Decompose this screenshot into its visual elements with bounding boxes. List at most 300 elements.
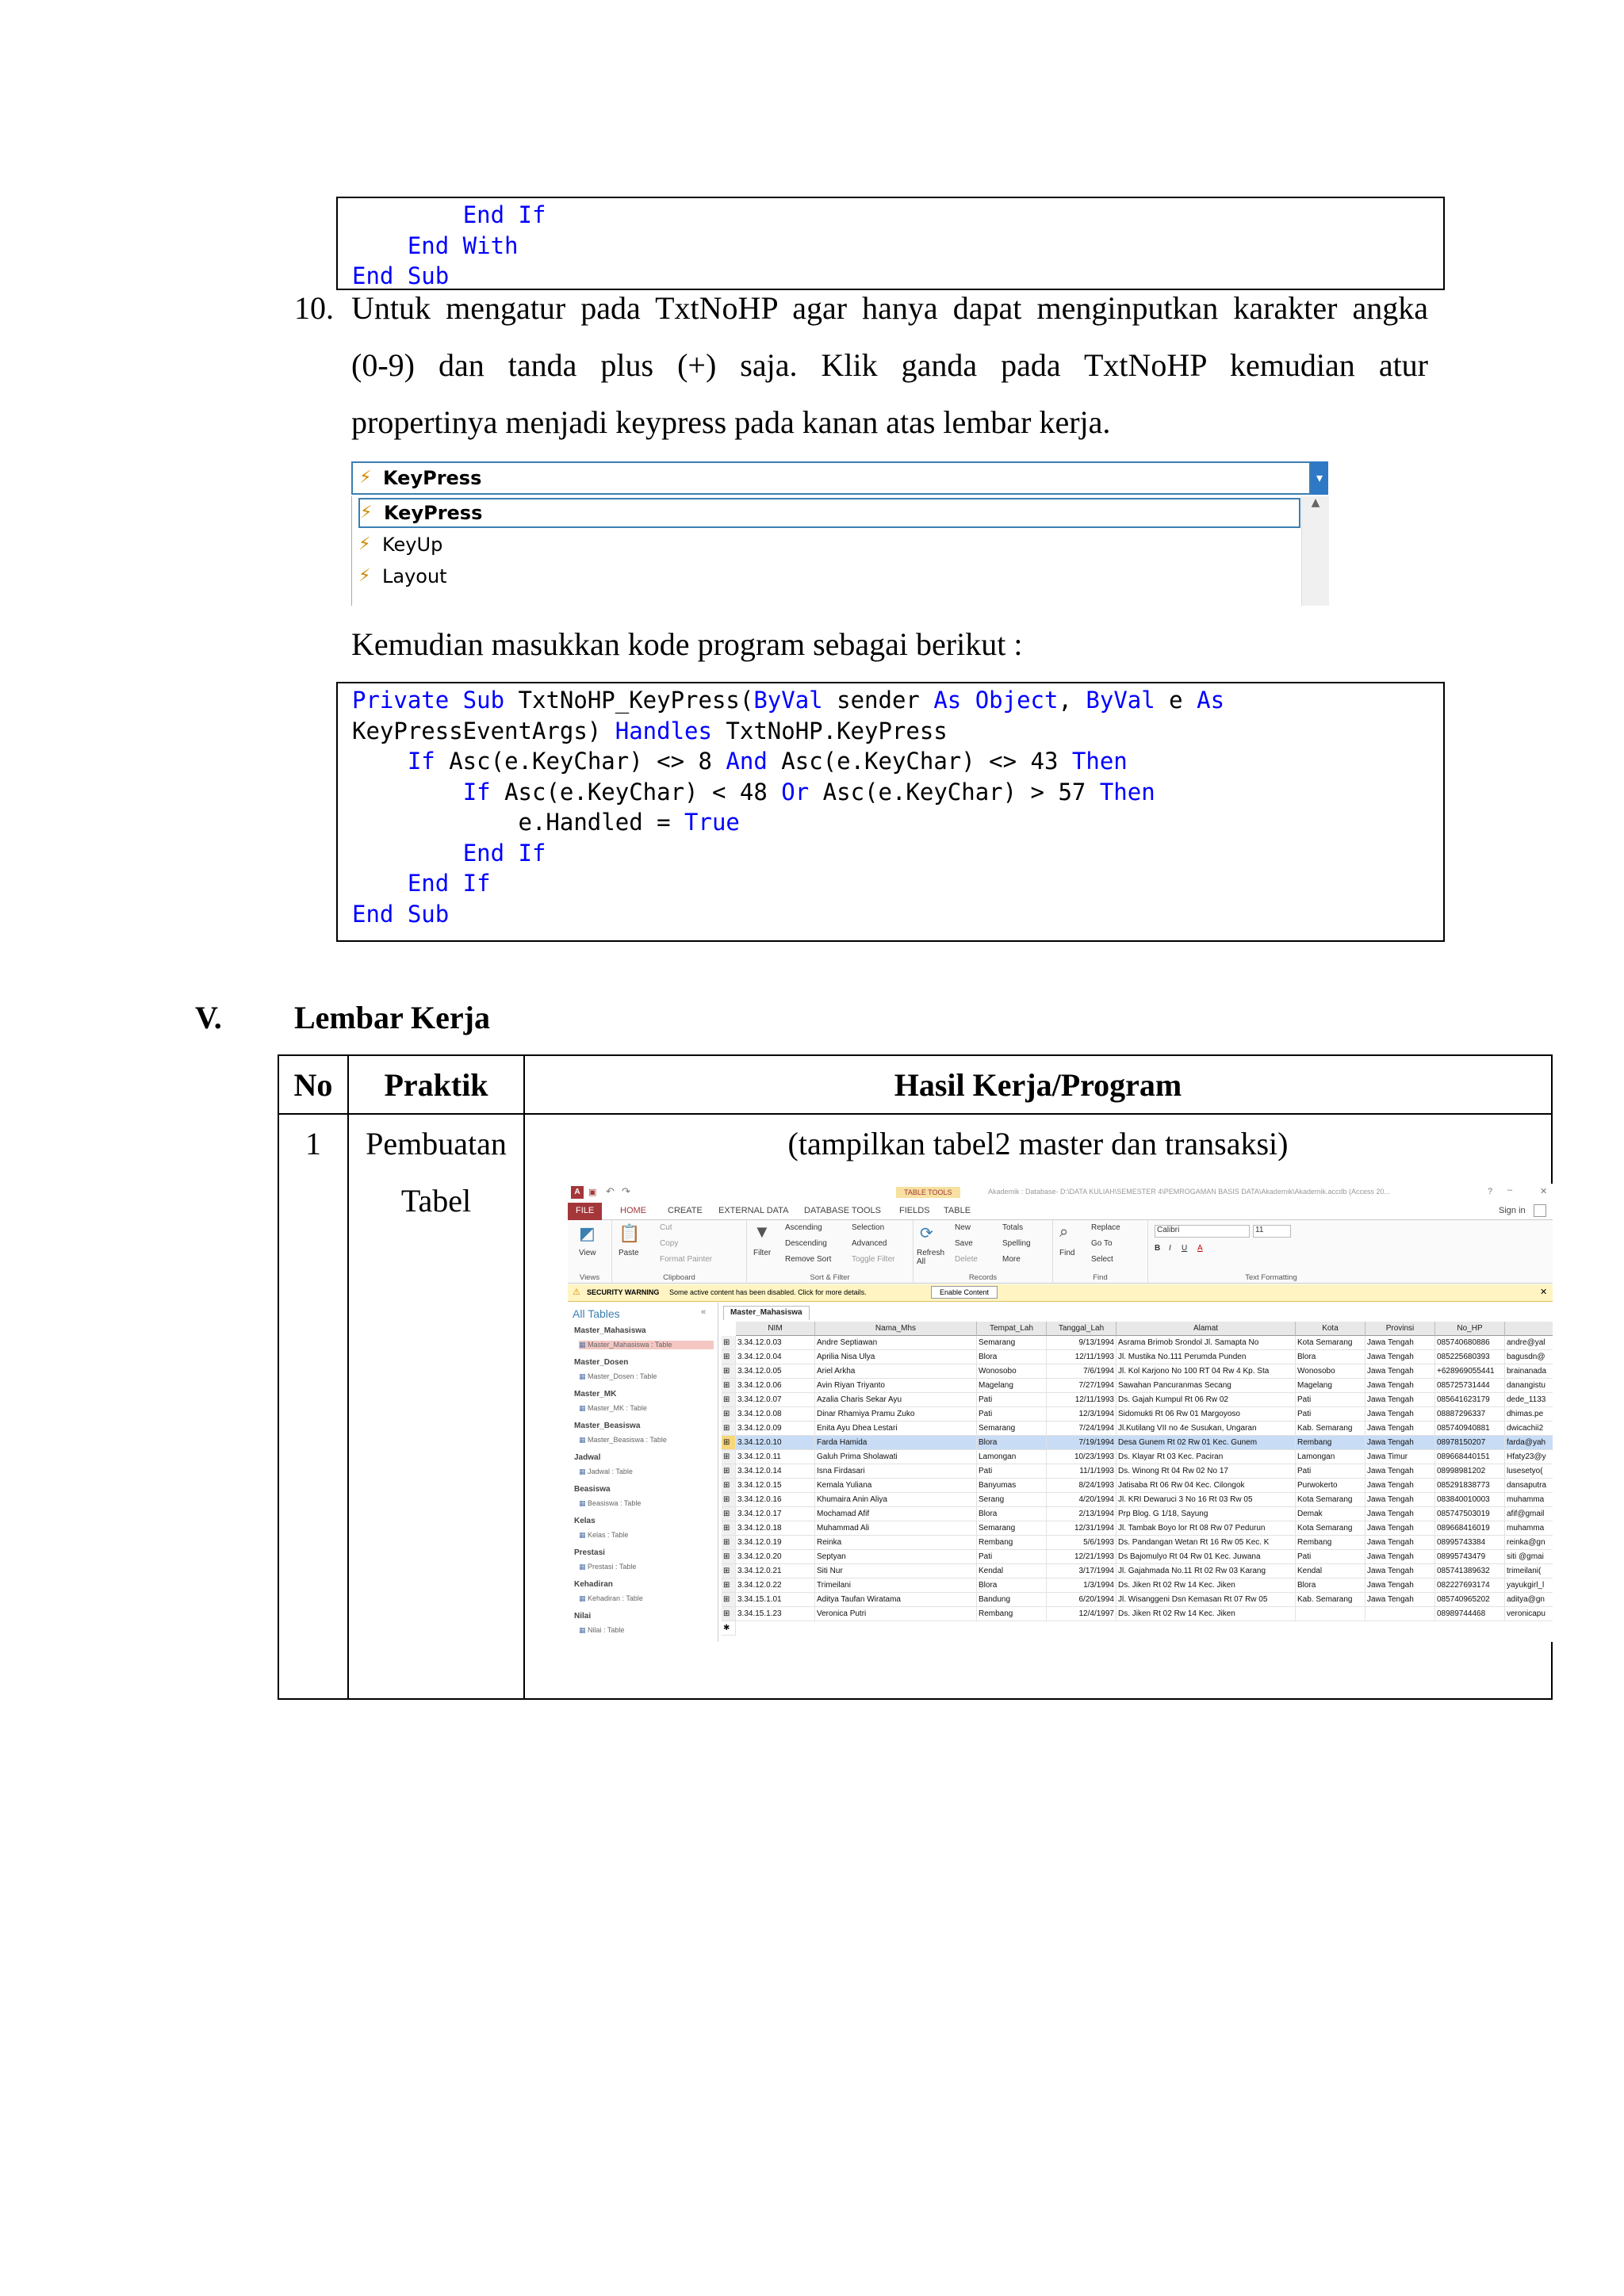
table-cell[interactable]: 4/20/1994	[1047, 1493, 1116, 1507]
nav-group[interactable]: Nilai	[574, 1612, 592, 1621]
table-cell[interactable]: 9/13/1994	[1047, 1336, 1116, 1350]
table-cell[interactable]: Prp Blog. G 1/18, Sayung	[1116, 1507, 1296, 1521]
table-cell[interactable]: Jawa Tengah	[1365, 1350, 1435, 1364]
table-cell[interactable]: Muhammad Ali	[815, 1521, 977, 1536]
table-cell[interactable]: 085747503019	[1435, 1507, 1505, 1521]
table-cell[interactable]: Desa Gunem Rt 02 Rw 01 Kec. Gunem	[1116, 1436, 1296, 1450]
table-cell[interactable]: 085740940881	[1435, 1422, 1505, 1436]
table-cell[interactable]: Jawa Tengah	[1365, 1564, 1435, 1578]
row-selector[interactable]: ⊞	[722, 1493, 736, 1507]
table-cell[interactable]: Ds. Jiken Rt 02 Rw 14 Kec. Jiken	[1116, 1578, 1296, 1593]
column-header[interactable]: Kota	[1296, 1322, 1365, 1336]
table-cell[interactable]: Sawahan Pancuranmas Secang	[1116, 1379, 1296, 1393]
table-cell[interactable]: Serang	[977, 1493, 1047, 1507]
table-cell[interactable]: Pati	[977, 1407, 1047, 1422]
table-cell[interactable]: Jawa Tengah	[1365, 1422, 1435, 1436]
code-line: End If	[407, 870, 491, 897]
nav-group[interactable]: Master_Dosen	[574, 1358, 629, 1367]
row-selector[interactable]: ⊞	[722, 1336, 736, 1350]
nav-group[interactable]: Jadwal	[574, 1453, 601, 1462]
column-header[interactable]: Tempat_Lah	[977, 1322, 1047, 1336]
redo-icon[interactable]: ↷	[622, 1185, 630, 1197]
cut-button[interactable]: Cut	[660, 1223, 672, 1232]
cell-hasil: (tampilkan tabel2 master dan transaksi)	[524, 1114, 1552, 1699]
sign-in-link[interactable]: Sign in	[1499, 1206, 1526, 1215]
row-selector[interactable]: ⊞	[722, 1464, 736, 1479]
table-cell[interactable]: Jl. Tambak Boyo lor Rt 08 Rw 07 Pedurun	[1116, 1521, 1296, 1536]
close-icon[interactable]: ✕	[1540, 1187, 1548, 1196]
nav-group[interactable]: Kelas	[574, 1517, 596, 1525]
toggle-filter-button[interactable]: Toggle Filter	[852, 1255, 895, 1264]
table-cell[interactable]: Blora	[977, 1507, 1047, 1521]
table-cell[interactable]: 3.34.12.0.22	[736, 1578, 815, 1593]
table-cell[interactable]: Jawa Tengah	[1365, 1521, 1435, 1536]
event-option-layout[interactable]: ⚡ Layout	[358, 561, 447, 591]
row-selector[interactable]: ⊞	[722, 1536, 736, 1550]
table-cell[interactable]: Azalia Charis Sekar Ayu	[815, 1393, 977, 1407]
table-cell[interactable]: 085740680886	[1435, 1336, 1505, 1350]
table-tools-label: TABLE TOOLS	[896, 1187, 960, 1198]
table-cell[interactable]: Jawa Tengah	[1365, 1364, 1435, 1379]
ribbon-records: ⟳ Refresh All New Save Delete Totals Spelling More Records	[914, 1220, 1053, 1284]
row-selector[interactable]: ⊞	[722, 1436, 736, 1450]
table-cell[interactable]: 085225680393	[1435, 1350, 1505, 1364]
table-cell[interactable]: siti @gmai	[1505, 1550, 1553, 1564]
table-cell[interactable]: dwicachii2	[1505, 1422, 1553, 1436]
table-cell[interactable]: Ds. Winong Rt 04 Rw 02 No 17	[1116, 1464, 1296, 1479]
table-cell[interactable]: Jawa Tengah	[1365, 1593, 1435, 1607]
table-cell[interactable]: Demak	[1296, 1507, 1365, 1521]
event-dropdown[interactable]	[351, 461, 1328, 606]
font-select[interactable]: Calibri	[1155, 1225, 1250, 1238]
table-cell[interactable]: Dinar Rhamiya Pramu Zuko	[815, 1407, 977, 1422]
nav-table-item[interactable]: ▦ Kelas : Table	[579, 1531, 628, 1540]
table-cell[interactable]: bagusdn@	[1505, 1350, 1553, 1364]
table-cell[interactable]: Pati	[977, 1393, 1047, 1407]
copy-button[interactable]: Copy	[660, 1239, 679, 1248]
table-cell[interactable]: Jawa Tengah	[1365, 1550, 1435, 1564]
table-cell[interactable]: Pati	[977, 1464, 1047, 1479]
table-cell[interactable]: Jl. Wisanggeni Dsn Kemasan Rt 07 Rw 05	[1116, 1593, 1296, 1607]
table-cell[interactable]: Blora	[977, 1578, 1047, 1593]
nav-table-item[interactable]: ▦ Master_Beasiswa : Table	[579, 1436, 667, 1445]
column-header[interactable]: Provinsi	[1365, 1322, 1435, 1336]
table-cell[interactable]: 085725731444	[1435, 1379, 1505, 1393]
table-cell[interactable]: Asrama Brimob Srondol Jl. Samapta No	[1116, 1336, 1296, 1350]
undo-icon[interactable]: ↶	[606, 1185, 615, 1197]
table-cell[interactable]: Ds. Klayar Rt 03 Kec. Paciran	[1116, 1450, 1296, 1464]
table-cell[interactable]: Avin Riyan Triyanto	[815, 1379, 977, 1393]
table-cell[interactable]: veronicapu	[1505, 1607, 1553, 1621]
bold-button[interactable]: B	[1155, 1244, 1161, 1253]
table-cell[interactable]: Banyumas	[977, 1479, 1047, 1493]
nav-group[interactable]: Beasiswa	[574, 1485, 611, 1494]
table-cell[interactable]: 11/1/1993	[1047, 1464, 1116, 1479]
table-cell[interactable]: Jawa Timur	[1365, 1450, 1435, 1464]
column-header[interactable]	[1505, 1322, 1553, 1336]
table-cell[interactable]: afif@gmail	[1505, 1507, 1553, 1521]
table-cell[interactable]: 2/13/1994	[1047, 1507, 1116, 1521]
table-cell[interactable]: Wonosobo	[977, 1364, 1047, 1379]
table-cell[interactable]: Kab. Semarang	[1296, 1593, 1365, 1607]
event-select[interactable]	[351, 461, 1311, 495]
table-cell[interactable]: 3.34.12.0.07	[736, 1393, 815, 1407]
table-cell[interactable]: 08998981202	[1435, 1464, 1505, 1479]
scrollbar[interactable]	[1301, 496, 1329, 606]
table-cell[interactable]: 3.34.15.1.23	[736, 1607, 815, 1621]
advanced-button[interactable]: Advanced	[852, 1239, 887, 1248]
table-cell[interactable]: +628969055441	[1435, 1364, 1505, 1379]
nav-group[interactable]: Master_Mahasiswa	[574, 1326, 646, 1335]
table-cell[interactable]: Kota Semarang	[1296, 1521, 1365, 1536]
table-cell[interactable]: 08989744468	[1435, 1607, 1505, 1621]
table-cell[interactable]: 3.34.12.0.20	[736, 1550, 815, 1564]
table-cell[interactable]: 08995743384	[1435, 1536, 1505, 1550]
table-cell[interactable]: danangistu	[1505, 1379, 1553, 1393]
table-cell[interactable]: 085291838773	[1435, 1479, 1505, 1493]
table-cell[interactable]: Veronica Putri	[815, 1607, 977, 1621]
row-selector[interactable]: ⊞	[722, 1364, 736, 1379]
table-cell[interactable]: Jawa Tengah	[1365, 1536, 1435, 1550]
table-cell[interactable]: Pati	[1296, 1407, 1365, 1422]
security-warning-label: SECURITY WARNING	[587, 1288, 660, 1296]
close-warning-icon[interactable]: ✕	[1540, 1288, 1548, 1297]
table-cell[interactable]: Semarang	[977, 1422, 1047, 1436]
table-cell[interactable]: Farda Hamida	[815, 1436, 977, 1450]
ribbon-text-formatting: Calibri 11 B I U A Text Formatting	[1155, 1226, 1297, 1282]
table-cell[interactable]: dhimas.pe	[1505, 1407, 1553, 1422]
find-button[interactable]: Find	[1059, 1249, 1075, 1257]
table-cell[interactable]: Rembang	[977, 1607, 1047, 1621]
nav-table-item[interactable]: ▦ Kehadiran : Table	[579, 1594, 643, 1603]
tab-external-data[interactable]: EXTERNAL DATA	[718, 1206, 789, 1215]
table-cell[interactable]: 08887296337	[1435, 1407, 1505, 1422]
table-cell[interactable]: 089668440151	[1435, 1450, 1505, 1464]
table-cell[interactable]: 3.34.12.0.03	[736, 1336, 815, 1350]
table-cell[interactable]: 3.34.12.0.09	[736, 1422, 815, 1436]
new-record-icon[interactable]: ✱	[722, 1621, 736, 1636]
format-painter-button[interactable]: Format Painter	[660, 1255, 713, 1264]
descending-button[interactable]: Descending	[785, 1239, 827, 1248]
column-header[interactable]: Tanggal_Lah	[1047, 1322, 1116, 1336]
table-cell[interactable]: dede_1133	[1505, 1393, 1553, 1407]
table-cell[interactable]: Jawa Tengah	[1365, 1493, 1435, 1507]
table-cell[interactable]: Magelang	[1296, 1379, 1365, 1393]
table-cell[interactable]: Kemala Yuliana	[815, 1479, 977, 1493]
table-cell[interactable]: Semarang	[977, 1336, 1047, 1350]
table-cell[interactable]: Ds. Pandangan Wetan Rt 16 Rw 05 Kec. K	[1116, 1536, 1296, 1550]
refresh-button[interactable]: Refresh All	[917, 1249, 945, 1266]
table-cell[interactable]: Semarang	[977, 1521, 1047, 1536]
table-cell[interactable]: 3.34.12.0.14	[736, 1464, 815, 1479]
event-option-keyup[interactable]: ⚡ KeyUp	[358, 530, 442, 560]
table-cell[interactable]: 3.34.12.0.21	[736, 1564, 815, 1578]
underline-button[interactable]: U	[1182, 1244, 1188, 1253]
table-cell[interactable]: 7/24/1994	[1047, 1422, 1116, 1436]
row-selector[interactable]: ⊞	[722, 1479, 736, 1493]
table-cell[interactable]: 6/20/1994	[1047, 1593, 1116, 1607]
row-selector[interactable]: ⊞	[722, 1450, 736, 1464]
table-cell[interactable]: Jl. Mustika No.111 Perumda Punden	[1116, 1350, 1296, 1364]
filter-icon[interactable]: ▼	[753, 1222, 771, 1242]
table-cell[interactable]: Ariel Arkha	[815, 1364, 977, 1379]
table-cell[interactable]: Galuh Prima Sholawati	[815, 1450, 977, 1464]
table-cell[interactable]: Blora	[977, 1436, 1047, 1450]
table-cell[interactable]: Jatisaba Rt 06 Rw 04 Kec. Cilongok	[1116, 1479, 1296, 1493]
nav-table-item[interactable]: ▦ Prestasi : Table	[579, 1563, 636, 1571]
table-cell[interactable]: Purwokerto	[1296, 1479, 1365, 1493]
table-cell[interactable]: 12/11/1993	[1047, 1350, 1116, 1364]
nav-group[interactable]: Kehadiran	[574, 1580, 613, 1589]
table-cell[interactable]: Wonosobo	[1296, 1364, 1365, 1379]
table-cell[interactable]: 08995743479	[1435, 1550, 1505, 1564]
row-selector[interactable]: ⊞	[722, 1379, 736, 1393]
table-cell[interactable]: Magelang	[977, 1379, 1047, 1393]
table-cell[interactable]: Jawa Tengah	[1365, 1407, 1435, 1422]
enable-content-button[interactable]: Enable Content	[931, 1286, 998, 1299]
table-cell[interactable]: Isna Firdasari	[815, 1464, 977, 1479]
table-cell[interactable]: lusesetyo(	[1505, 1464, 1553, 1479]
table-cell[interactable]: 3.34.12.0.15	[736, 1479, 815, 1493]
table-cell[interactable]: Mochamad Afif	[815, 1507, 977, 1521]
table-cell[interactable]: Kendal	[1296, 1564, 1365, 1578]
column-header[interactable]: NIM	[736, 1322, 815, 1336]
table-cell[interactable]: 1/3/1994	[1047, 1578, 1116, 1593]
column-header[interactable]: Alamat	[1116, 1322, 1296, 1336]
table-cell[interactable]: Ds Bajomulyo Rt 04 Rw 01 Kec. Juwana	[1116, 1550, 1296, 1564]
table-cell[interactable]: Pati	[977, 1550, 1047, 1564]
table-cell[interactable]: Rembang	[977, 1536, 1047, 1550]
table-cell[interactable]: 3.34.12.0.04	[736, 1350, 815, 1364]
table-cell[interactable]: Jawa Tengah	[1365, 1379, 1435, 1393]
tab-fields[interactable]: FIELDS	[899, 1206, 930, 1215]
avatar[interactable]	[1534, 1204, 1546, 1217]
row-selector[interactable]: ⊞	[722, 1550, 736, 1564]
table-cell[interactable]: Kota Semarang	[1296, 1336, 1365, 1350]
nav-group[interactable]: Prestasi	[574, 1548, 605, 1557]
save-record-button[interactable]: Save	[955, 1239, 973, 1248]
table-cell[interactable]: 3.34.12.0.06	[736, 1379, 815, 1393]
table-cell[interactable]: Blora	[1296, 1350, 1365, 1364]
nav-collapse-icon[interactable]: «	[701, 1307, 707, 1317]
table-cell[interactable]: 3.34.12.0.11	[736, 1450, 815, 1464]
table-cell[interactable]: Pati	[1296, 1393, 1365, 1407]
totals-button[interactable]: Totals	[1002, 1223, 1024, 1232]
filter-button[interactable]: Filter	[753, 1249, 772, 1257]
table-cell[interactable]: 085641623179	[1435, 1393, 1505, 1407]
table-cell[interactable]: Lamongan	[1296, 1450, 1365, 1464]
table-cell[interactable]: 12/31/1994	[1047, 1521, 1116, 1536]
nav-table-item[interactable]: ▦ Nilai : Table	[579, 1626, 624, 1635]
table-cell[interactable]: 12/21/1993	[1047, 1550, 1116, 1564]
table-cell[interactable]: Rembang	[1296, 1536, 1365, 1550]
table-cell[interactable]: Rembang	[1296, 1436, 1365, 1450]
table-cell[interactable]: Aditya Taufan Wiratama	[815, 1593, 977, 1607]
spelling-button[interactable]: Spelling	[1002, 1239, 1031, 1248]
table-cell[interactable]: Jl. KRI Dewaruci 3 No 16 Rt 03 Rw 05	[1116, 1493, 1296, 1507]
table-cell[interactable]: yayukgirl_l	[1505, 1578, 1553, 1593]
table-cell[interactable]: 082227693174	[1435, 1578, 1505, 1593]
table-cell[interactable]: 3.34.12.0.08	[736, 1407, 815, 1422]
table-cell[interactable]: Jawa Tengah	[1365, 1507, 1435, 1521]
goto-button[interactable]: Go To	[1091, 1239, 1113, 1248]
table-cell[interactable]: dansaputra	[1505, 1479, 1553, 1493]
table-cell[interactable]: muhamma	[1505, 1493, 1553, 1507]
table-cell[interactable]: trimeilani(	[1505, 1564, 1553, 1578]
save-icon[interactable]: ▣	[588, 1188, 597, 1197]
table-cell[interactable]: Sidomukti Rt 06 Rw 01 Margoyoso	[1116, 1407, 1296, 1422]
more-button[interactable]: More	[1002, 1255, 1021, 1264]
table-cell[interactable]: 5/6/1993	[1047, 1536, 1116, 1550]
selection-button[interactable]: Selection	[852, 1223, 885, 1232]
table-cell[interactable]: Ds. Gajah Kumpul Rt 06 Rw 02	[1116, 1393, 1296, 1407]
row-selector[interactable]: ⊞	[722, 1564, 736, 1578]
table-cell[interactable]: 08978150207	[1435, 1436, 1505, 1450]
table-cell[interactable]: 12/11/1993	[1047, 1393, 1116, 1407]
table-cell[interactable]: 085741389632	[1435, 1564, 1505, 1578]
row-selector[interactable]: ⊞	[722, 1393, 736, 1407]
view-icon[interactable]: ◩	[579, 1223, 596, 1243]
row-selector[interactable]: ⊞	[722, 1578, 736, 1593]
scroll-up-icon[interactable]: ▲	[1311, 496, 1320, 509]
row-selector[interactable]: ⊞	[722, 1350, 736, 1364]
table-cell[interactable]: Trimeilani	[815, 1578, 977, 1593]
table-cell[interactable]: 7/6/1994	[1047, 1364, 1116, 1379]
table-cell[interactable]: 3.34.12.0.16	[736, 1493, 815, 1507]
help-icon[interactable]: ?	[1488, 1187, 1493, 1196]
nav-header[interactable]: All Tables	[573, 1307, 620, 1320]
row-selector[interactable]: ⊞	[722, 1521, 736, 1536]
replace-button[interactable]: Replace	[1091, 1223, 1120, 1232]
nav-table-item[interactable]: ▦ Master_Dosen : Table	[579, 1372, 657, 1381]
table-cell[interactable]: Jl. Gajahmada No.11 Rt 02 Rw 03 Karang	[1116, 1564, 1296, 1578]
table-cell[interactable]: 083840010003	[1435, 1493, 1505, 1507]
font-size-select[interactable]: 11	[1253, 1225, 1291, 1238]
table-cell[interactable]: Ds. Jiken Rt 02 Rw 14 Kec. Jiken	[1116, 1607, 1296, 1621]
table-cell[interactable]: muhamma	[1505, 1521, 1553, 1536]
table-cell[interactable]: 3.34.12.0.05	[736, 1364, 815, 1379]
table-cell[interactable]: Jawa Tengah	[1365, 1393, 1435, 1407]
table-cell[interactable]: Andre Septiawan	[815, 1336, 977, 1350]
chevron-down-icon[interactable]: ▾	[1311, 461, 1328, 495]
table-cell[interactable]: 7/19/1994	[1047, 1436, 1116, 1450]
table-cell[interactable]: Enita Ayu Dhea Lestari	[815, 1422, 977, 1436]
row-selector[interactable]: ⊞	[722, 1422, 736, 1436]
select-button[interactable]: Select	[1091, 1255, 1113, 1264]
table-cell[interactable]: Hfaty23@y	[1505, 1450, 1553, 1464]
tab-home[interactable]: HOME	[620, 1206, 646, 1215]
table-cell[interactable]: Aprilia Nisa Ulya	[815, 1350, 977, 1364]
table-cell[interactable]: 12/3/1994	[1047, 1407, 1116, 1422]
refresh-icon[interactable]: ⟳	[920, 1225, 933, 1242]
italic-button[interactable]: I	[1169, 1244, 1171, 1253]
table-cell[interactable]: 3.34.12.0.18	[736, 1521, 815, 1536]
table-cell[interactable]: Siti Nur	[815, 1564, 977, 1578]
table-cell[interactable]: Lamongan	[977, 1450, 1047, 1464]
table-cell[interactable]: Reinka	[815, 1536, 977, 1550]
table-cell[interactable]: Kendal	[977, 1564, 1047, 1578]
table-cell[interactable]: Blora	[1296, 1578, 1365, 1593]
table-cell[interactable]	[1365, 1607, 1435, 1621]
nav-table-item[interactable]: ▦ Master_MK : Table	[579, 1404, 647, 1413]
paste-icon[interactable]: 📋	[619, 1223, 641, 1243]
table-cell[interactable]: 12/4/1997	[1047, 1607, 1116, 1621]
nav-table-item[interactable]: ▦ Master_Mahasiswa : Table	[579, 1341, 714, 1349]
table-cell[interactable]: 3.34.12.0.10	[736, 1436, 815, 1450]
table-cell[interactable]: 10/23/1993	[1047, 1450, 1116, 1464]
table-cell[interactable]: andre@yal	[1505, 1336, 1553, 1350]
ribbon-find: ⌕ Find Replace Go To Select Find	[1053, 1220, 1148, 1284]
column-header[interactable]: No_HP	[1435, 1322, 1505, 1336]
table-cell[interactable]: Kab. Semarang	[1296, 1422, 1365, 1436]
table-cell[interactable]: 3.34.12.0.17	[736, 1507, 815, 1521]
table-cell[interactable]: Pati	[1296, 1464, 1365, 1479]
table-cell[interactable]: Jawa Tengah	[1365, 1479, 1435, 1493]
table-cell[interactable]: Jawa Tengah	[1365, 1464, 1435, 1479]
delete-record-button[interactable]: Delete	[955, 1255, 978, 1264]
row-selector[interactable]: ⊞	[722, 1607, 736, 1621]
nav-table-item[interactable]: ▦ Beasiswa : Table	[579, 1499, 641, 1508]
table-cell[interactable]: Jl.Kutilang VII no 4e Susukan, Ungaran	[1116, 1422, 1296, 1436]
table-cell[interactable]: 089668416019	[1435, 1521, 1505, 1536]
table-cell[interactable]: Bandung	[977, 1593, 1047, 1607]
table-cell[interactable]	[1296, 1607, 1365, 1621]
table-cell[interactable]: 085740965202	[1435, 1593, 1505, 1607]
table-cell[interactable]: Khumaira Anin Aliya	[815, 1493, 977, 1507]
new-record-button[interactable]: New	[955, 1223, 971, 1232]
nav-table-item[interactable]: ▦ Jadwal : Table	[579, 1468, 633, 1476]
table-cell[interactable]: 8/24/1993	[1047, 1479, 1116, 1493]
row-selector[interactable]: ⊞	[722, 1407, 736, 1422]
table-cell[interactable]: 3/17/1994	[1047, 1564, 1116, 1578]
binoculars-icon[interactable]: ⌕	[1059, 1223, 1069, 1241]
table-cell[interactable]: Septyan	[815, 1550, 977, 1564]
column-header[interactable]: Nama_Mhs	[815, 1322, 977, 1336]
minimize-icon[interactable]: –	[1507, 1185, 1513, 1195]
table-cell[interactable]: aditya@gn	[1505, 1593, 1553, 1607]
table-cell[interactable]: brainanada	[1505, 1364, 1553, 1379]
navigation-pane	[568, 1303, 718, 1642]
tab-table[interactable]: TABLE	[944, 1206, 971, 1215]
row-selector[interactable]: ⊞	[722, 1593, 736, 1607]
table-cell[interactable]: Jawa Tengah	[1365, 1578, 1435, 1593]
table-cell[interactable]: Jl. Kol Karjono No 100 RT 04 Rw 4 Kp. Sta	[1116, 1364, 1296, 1379]
nav-group[interactable]: Master_MK	[574, 1390, 617, 1399]
paste-button[interactable]: Paste	[619, 1249, 639, 1257]
table-cell[interactable]: 3.34.15.1.01	[736, 1593, 815, 1607]
nav-group[interactable]: Master_Beasiswa	[574, 1422, 641, 1430]
table-cell[interactable]: reinka@gn	[1505, 1536, 1553, 1550]
ascending-button[interactable]: Ascending	[785, 1223, 822, 1232]
table-cell[interactable]: Jawa Tengah	[1365, 1436, 1435, 1450]
table-cell[interactable]: Pati	[1296, 1550, 1365, 1564]
font-color-icon[interactable]: A	[1197, 1244, 1203, 1253]
datasheet-tab[interactable]: Master_Mahasiswa	[723, 1306, 810, 1320]
table-cell[interactable]: 3.34.12.0.19	[736, 1536, 815, 1550]
table-cell[interactable]: Blora	[977, 1350, 1047, 1364]
table-cell[interactable]: 7/27/1994	[1047, 1379, 1116, 1393]
tab-file[interactable]: FILE	[568, 1203, 602, 1220]
table-cell[interactable]: farda@yah	[1505, 1436, 1553, 1450]
table-cell[interactable]: Jawa Tengah	[1365, 1336, 1435, 1350]
event-option-keypress[interactable]: ⚡ KeyPress	[358, 498, 1300, 528]
view-button[interactable]: View	[579, 1249, 596, 1257]
table-cell[interactable]: Kota Semarang	[1296, 1493, 1365, 1507]
tab-database-tools[interactable]: DATABASE TOOLS	[804, 1206, 881, 1215]
row-selector[interactable]: ⊞	[722, 1507, 736, 1521]
tab-create[interactable]: CREATE	[668, 1206, 703, 1215]
remove-sort-button[interactable]: Remove Sort	[785, 1255, 832, 1264]
